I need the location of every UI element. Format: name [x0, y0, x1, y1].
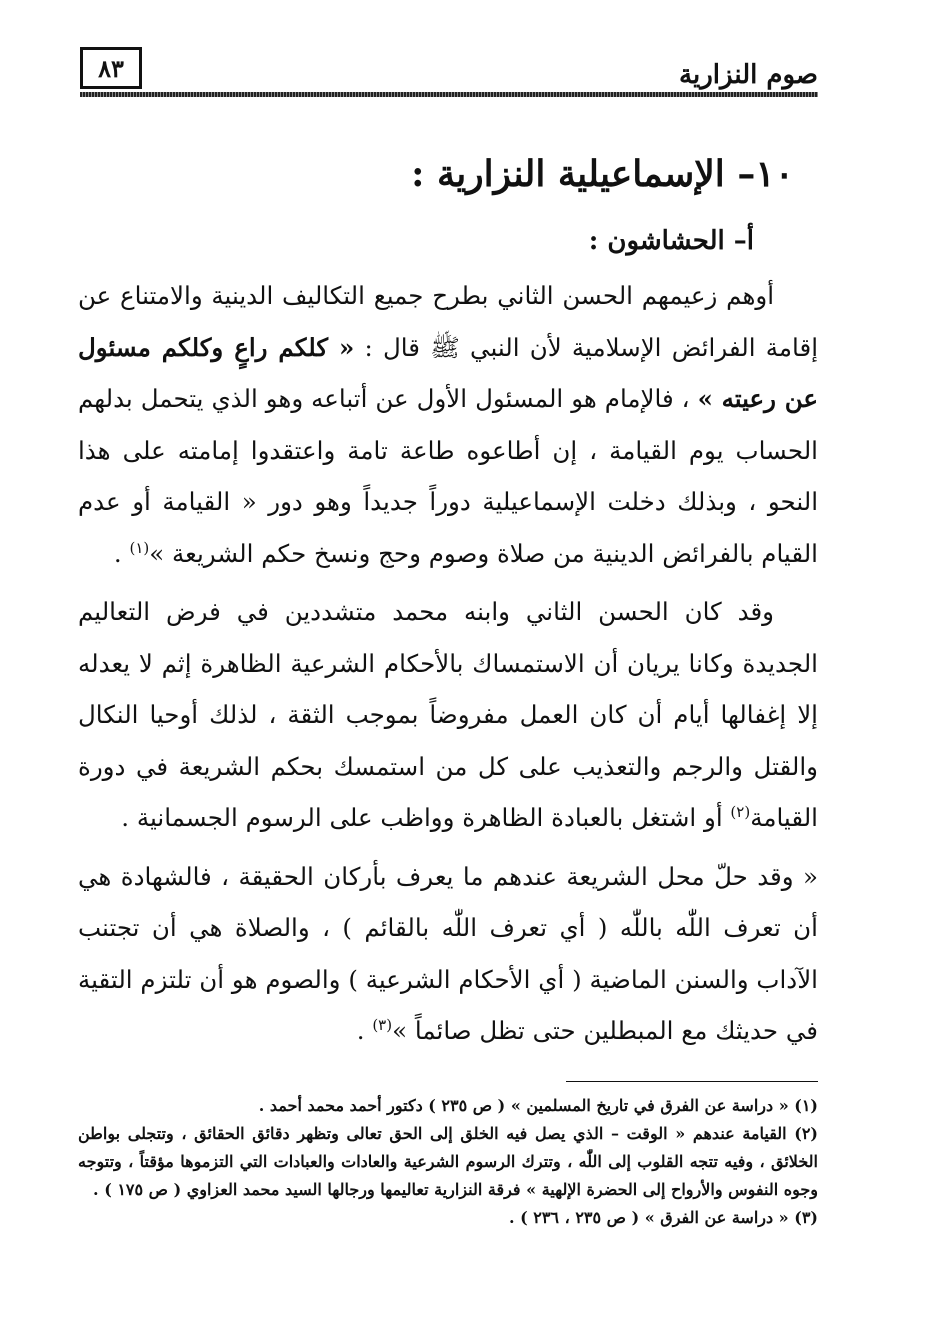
footnote-ref-2: (٢): [730, 802, 751, 821]
paragraph-1-text-a: أوهم زعيمهم الحسن الثاني بطرح جميع التكاليف الدينية والامتناع عن إقامة الفرائض الإسلامية لأن النبي ﷺ قال :: [78, 281, 818, 362]
paragraph-3-text-a: « وقد حلّ محل الشريعة عندهم ما يعرف بأركان الحقيقة ، فالشهادة هي أن تعرف اللّٰه باللّٰه ( أي تعرف اللّٰه بالقائم ) ، والصلاة هي أن تجتنب الآداب والسنن الماضية ( أي الأحكام الشرعية ) والصوم هو أن تلتزم التقية في حديثك مع المبطلين حتى تظل صائماً »: [78, 861, 818, 1045]
paragraph-1-end: .: [113, 538, 130, 568]
page-number: ٨٣: [98, 53, 124, 83]
paragraph-2-text-b: أو اشتغل بالعبادة الظاهرة وواظب على الرسوم الجسمانية .: [121, 803, 731, 832]
paragraph-1-text-b: ، فالإمام هو المسئول الأول عن أتباعه وهو الذي يتحمل بدلهم الحساب يوم القيامة ، إن أطاعوه طاعة تامة واعتقدوا إمامته على هذا النحو ، وبذلك دخلت الإسماعيلية دوراً جديداً وهو دور « القيامة أو عدم القيام بالفرائض الدينية من صلاة وصوم وحج ونسخ حكم الشريعة »: [78, 384, 818, 568]
footnote-3: (٣) « دراسة عن الفرق » ( ص ٢٣٥ ، ٢٣٦ ) .: [508, 1208, 818, 1227]
footnote-ref-3: (٣): [372, 1015, 393, 1034]
section-title: ١٠– الإسماعيلية النزارية :: [411, 153, 794, 195]
paragraph-2-text-a: وقد كان الحسن الثاني وابنه محمد متشددين في فرض التعاليم الجديدة وكانا يريان أن الاستمساك بالأحكام الشرعية الظاهرة إثم لا يعدله إلا إغفالها أيام أن كان العمل مفروضاً بموجب الثقة ، لذلك أوحيا النكال والقتل والرجم والتعذيب على كل من استمسك بحكم الشريعة في دورة القيامة: [78, 597, 818, 832]
running-title: صوم النزارية: [679, 60, 818, 90]
footnote-1: (١) « دراسة عن الفرق في تاريخ المسلمين » ( ص ٢٣٥ ) دكتور أحمد محمد أحمد .: [258, 1096, 818, 1115]
page-number-box: [80, 47, 142, 89]
header-rule: [80, 92, 818, 97]
paragraph-3-end: .: [356, 1016, 373, 1045]
body-text: [78, 270, 818, 1064]
paragraph-3: [78, 851, 818, 1057]
footnote-ref-1: (١): [129, 538, 150, 557]
subsection-title: أ– الحشاشون :: [588, 226, 754, 256]
footnotes: [78, 1092, 818, 1232]
footnote-rule: [566, 1081, 818, 1082]
hadith-quote: « كلكم راعٍ وكلكم مسئول عن رعيته »: [78, 332, 818, 413]
paragraph-1: [78, 270, 818, 579]
footnote-2: (٢) القيامة عندهم « الوقت – الذي يصل فيه الخلق إلى الحق تعالى وتظهر دقائق الحقائق ، وتتجلى بواطن الخلائق ، وفيه تتجه القلوب إلى اللّٰه ، وتترك الرسوم الشرعية والعادات والعبادات التي التزموها مؤقتاً ، وتتوجه وجوه النفوس والأرواح إلى الحضرة الإلهية » فرقة النزارية تعاليمها ورجالها السيد محمد العزاوي ( ص ١٧٥ ) .: [78, 1124, 818, 1199]
paragraph-2: [78, 586, 818, 844]
